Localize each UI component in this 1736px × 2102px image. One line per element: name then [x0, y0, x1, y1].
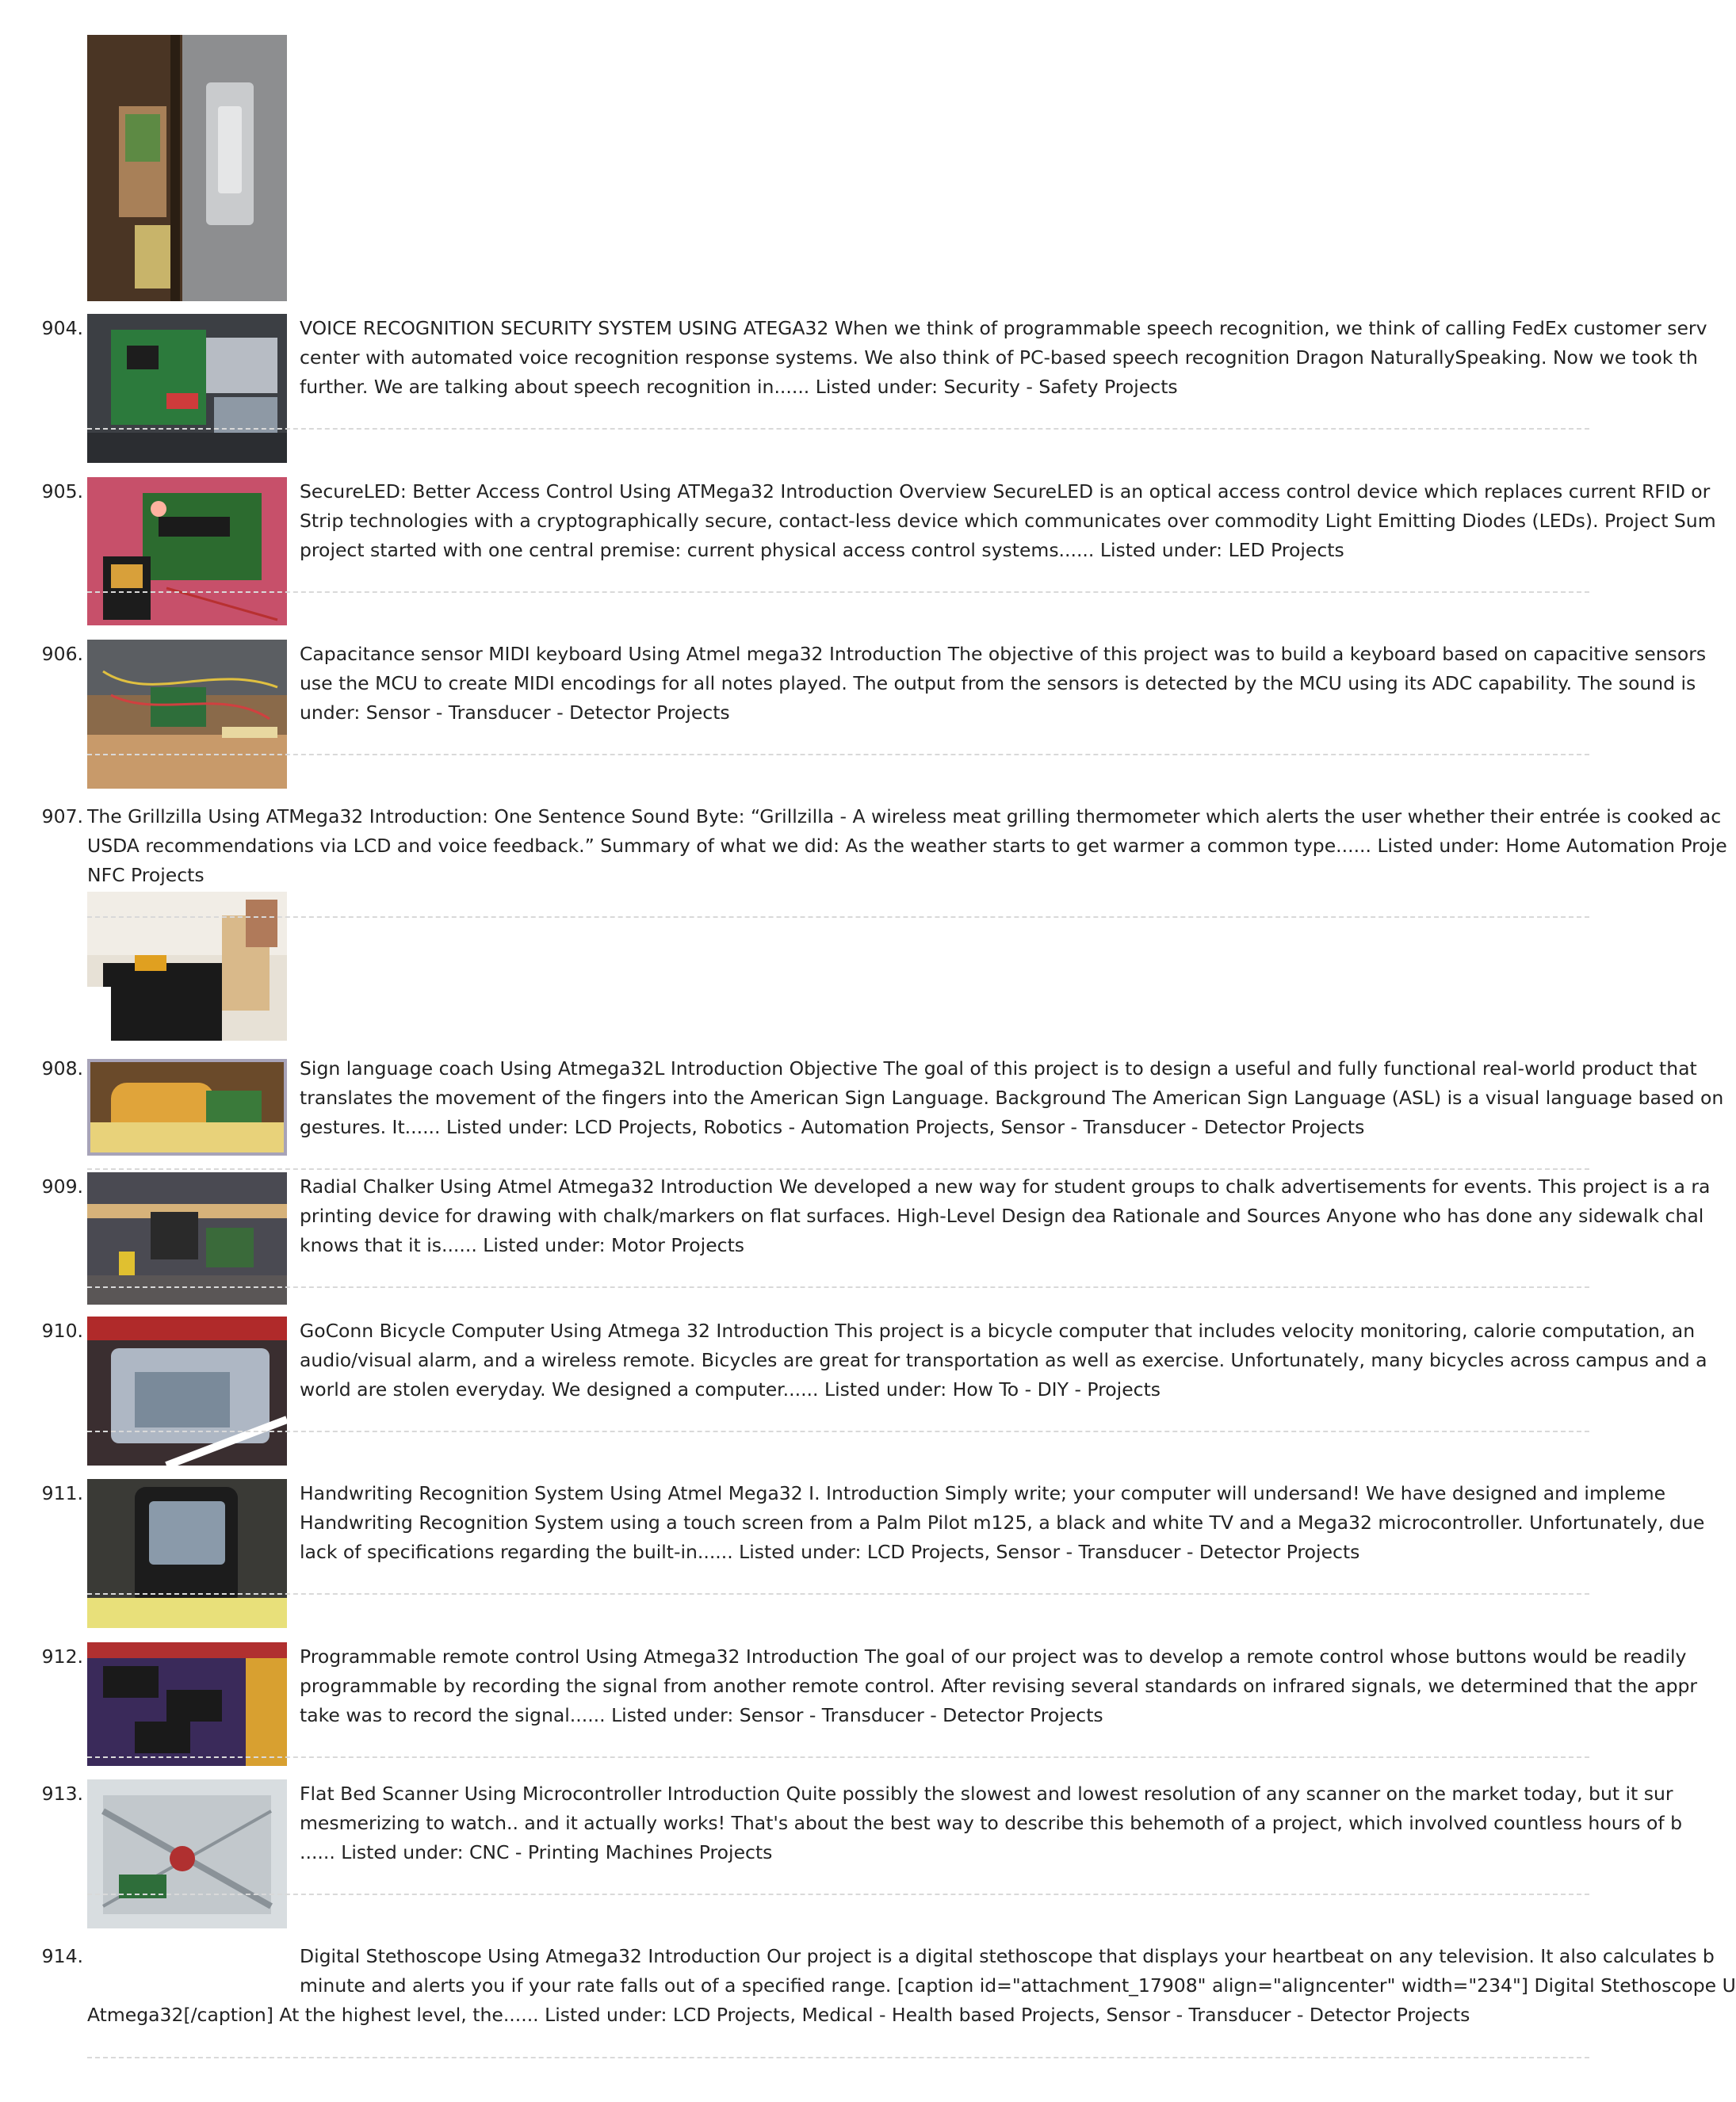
item-divider	[87, 1168, 1589, 1170]
item-number: 904.	[41, 317, 83, 339]
item-description[interactable]: The Grillzilla Using ATMega32 Introduction: One Sentence Sound Byte: “Grillzilla - A wireless meat grilling thermometer which alerts the user whether their entrée is cooked ac USDA recommendations via LCD and voice feedback.” Summary of what we did: As the weather starts to get warmer a common type...... Listed under: Home Automation Proje NFC Projects	[87, 805, 1727, 886]
item-number: 912.	[41, 1645, 83, 1668]
item-description[interactable]: Handwriting Recognition System Using Atmel Mega32 I. Introduction Simply write; your computer will undersand! We have designed and impleme Handwriting Recognition System using a touch screen from a Palm Pilot m125, a black and white TV and a Mega32 microcontroller. Unfortunately, due lack of specifications regarding the built-in...... Listed under: LCD Projects, Sensor - Transducer - Detector Projects	[300, 1482, 1705, 1563]
item-divider	[87, 754, 1589, 755]
door-access-photo[interactable]	[87, 35, 287, 301]
voice-recognition-board-photo[interactable]	[87, 314, 287, 463]
item-divider	[87, 2057, 1589, 2058]
item-divider	[87, 428, 1589, 430]
capacitance-keyboard-photo[interactable]	[87, 640, 287, 789]
item-description[interactable]: VOICE RECOGNITION SECURITY SYSTEM USING ATEGA32 When we think of programmable speech recognition, we think of calling FedEx customer serv center with automated voice recognition response systems. We also think of PC-based speech recognition Dragon NaturallySpeaking. Now we took th further. We are talking about speech recognition in...... Listed under: Security - Safety Projects	[300, 317, 1707, 398]
item-number: 911.	[41, 1482, 83, 1504]
item-description[interactable]: Capacitance sensor MIDI keyboard Using Atmel mega32 Introduction The objective of this project was to build a keyboard based on capacitive sensors use the MCU to create MIDI encodings for all notes played. The output from the sensors is detected by the MCU using its ADC capability. The sound is under: Sensor - Transducer - Detector Projects	[300, 643, 1707, 724]
item-divider	[87, 916, 1589, 918]
item-description[interactable]: SecureLED: Better Access Control Using ATMega32 Introduction Overview SecureLED is an optical access control device which replaces current RFID or Strip technologies with a cryptographically secure, contact-less device which communicates over commodity Light Emitting Diodes (LEDs). Project Sum project started with one central premise: current physical access control systems...... Listed under: LED Projects	[300, 480, 1716, 561]
flatbed-scanner-photo[interactable]	[87, 1779, 287, 1928]
grillzilla-kitchen-photo[interactable]	[87, 892, 287, 1041]
item-description[interactable]: Digital Stethoscope Using Atmega32 Introduction Our project is a digital stethoscope that displays your heartbeat on any television. It also calculates b minute and alerts you if your rate falls out of a specified range. [caption id="attachment_17908" align="aligncenter" width="234"] Digital Stethoscope U	[300, 1945, 1736, 1997]
item-description[interactable]: Flat Bed Scanner Using Microcontroller Introduction Quite possibly the slowest and lowest resolution of any scanner on the market today, but it sur mesmerizing to watch.. and it actually works! That's about the best way to describe this behemoth of a project, which involved countless hours of b ...... Listed under: CNC - Printing Machines Projects	[300, 1783, 1683, 1863]
radial-chalker-photo[interactable]	[87, 1172, 287, 1305]
item-number: 914.	[41, 1945, 83, 1967]
secureled-board-photo[interactable]	[87, 477, 287, 625]
item-number: 913.	[41, 1783, 83, 1805]
item-divider	[87, 591, 1589, 593]
item-description[interactable]: GoConn Bicycle Computer Using Atmega 32 Introduction This project is a bicycle computer that includes velocity monitoring, calorie computation, an audio/visual alarm, and a wireless remote. Bicycles are great for transportation as well as exercise. Unfortunately, many bicycles across campus and a world are stolen everyday. We designed a computer...... Listed under: How To - DIY - Projects	[300, 1320, 1707, 1401]
item-description-continued[interactable]: Atmega32[/caption] At the highest level, the...... Listed under: LCD Projects, Medical - Health based Projects, Sensor - Transducer - Detector Projects	[87, 2004, 1470, 2026]
item-divider	[87, 1286, 1589, 1288]
item-divider	[87, 1756, 1589, 1758]
sign-language-glove-photo[interactable]	[87, 1059, 287, 1156]
item-divider	[87, 1894, 1589, 1895]
item-number: 908.	[41, 1057, 83, 1080]
handwriting-tv-photo[interactable]	[87, 1479, 287, 1628]
item-divider	[87, 1431, 1589, 1432]
item-description[interactable]: Programmable remote control Using Atmega32 Introduction The goal of our project was to develop a remote control whose buttons would be readily programmable by recording the signal from another remote control. After revising several standards on infrared signals, we determined that the appr take was to record the signal...... Listed under: Sensor - Transducer - Detector Projects	[300, 1645, 1698, 1726]
item-description[interactable]: Radial Chalker Using Atmel Atmega32 Introduction We developed a new way for student groups to chalk advertisements for events. This project is a ra printing device for drawing with chalk/markers on flat surfaces. High-Level Design dea Rationale and Sources Anyone who has done any sidewalk chal knows that it is...... Listed under: Motor Projects	[300, 1175, 1711, 1256]
remote-control-chips-photo[interactable]	[87, 1642, 287, 1766]
item-number: 909.	[41, 1175, 83, 1198]
item-number: 905.	[41, 480, 83, 503]
item-number: 910.	[41, 1320, 83, 1342]
item-number: 906.	[41, 643, 83, 665]
bicycle-computer-photo[interactable]	[87, 1317, 287, 1466]
item-description[interactable]: Sign language coach Using Atmega32L Introduction Objective The goal of this project is to design a useful and fully functional real-world product that translates the movement of the fingers into the American Sign Language. Background The American Sign Language (ASL) is a visual language based on gestures. It...... Listed under: LCD Projects, Robotics - Automation Projects, Sensor - Transducer - Detector Projects	[300, 1057, 1724, 1138]
item-number: 907.	[41, 805, 83, 827]
item-divider	[87, 1593, 1589, 1595]
